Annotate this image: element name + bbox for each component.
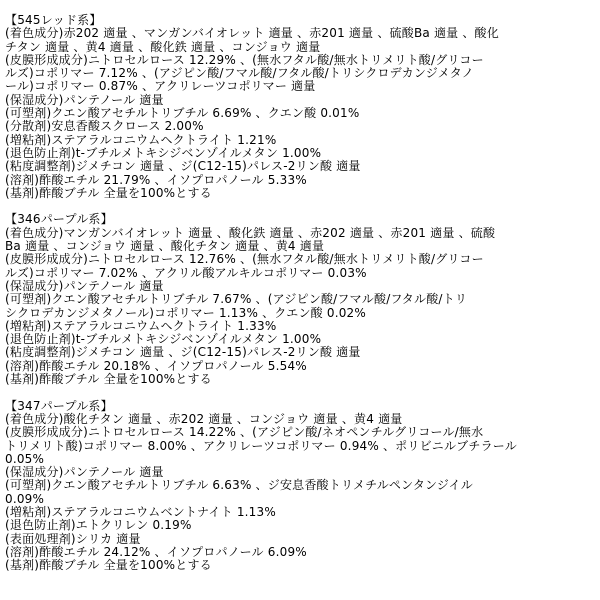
product-title: 【545レッド系】 (5, 13, 102, 27)
ingredient-line: (粘度調整剤)ジメチコン 適量 、ジ(C12-15)パレス-2リン酸 適量 (5, 345, 361, 360)
ingredient-line: チタン 適量 、黄4 適量 、酸化鉄 適量 、コンジョウ 適量 (5, 39, 321, 54)
ingredient-line: (着色成分)赤202 適量 、マンガンバイオレット 適量 、赤201 適量 、硫酸Ba 適量 、酸化 (5, 26, 499, 41)
ingredient-line: (基剤)酢酸ブチル 全量を100%とする (5, 185, 212, 200)
ingredient-line: ルズ)コポリマー 7.12% 、(アジピン酸/フマル酸/フタル酸/トリシクロデカンジメタノ (5, 66, 474, 81)
ingredient-line: (退色防止剤)t-ブチルメトキシジベンゾイルメタン 1.00% (5, 145, 322, 160)
ingredient-line: (皮膜形成成分)ニトロセルロース 12.76% 、(無水フタル酸/無水トリメリト酸/グリコー (5, 252, 484, 267)
ingredient-line: Ba 適量 、コンジョウ 適量 、酸化チタン 適量 、黄4 適量 (5, 239, 325, 254)
ingredient-line: (皮膜形成成分)ニトロセルロース 14.22% 、(アジピン酸/ネオペンチルグリコール/無水 (5, 425, 484, 440)
ingredient-line: (溶剤)酢酸エチル 20.18% 、イソプロパノール 5.54% (5, 358, 307, 373)
ingredient-line: (粘度調整剤)ジメチコン 適量 、ジ(C12-15)パレス-2リン酸 適量 (5, 159, 361, 174)
ingredient-line: (基剤)酢酸ブチル 全量を100%とする (5, 372, 212, 387)
ingredient-line: (可塑剤)クエン酸アセチルトリブチル 6.69% 、クエン酸 0.01% (5, 106, 360, 121)
ingredient-line: (基剤)酢酸ブチル 全量を100%とする (5, 558, 212, 573)
ingredient-line: (増粘剤)ステアラルコニウムヘクトライト 1.33% (5, 318, 277, 333)
ingredient-line: (表面処理剤)シリカ 適量 (5, 531, 141, 546)
ingredient-line: (溶剤)酢酸エチル 21.79% 、イソプロパノール 5.33% (5, 172, 307, 187)
product-section (5, 213, 598, 386)
ingredient-line: (増粘剤)ステアラルコニウムヘクトライト 1.21% (5, 132, 277, 147)
ingredient-line: (保湿成分)パンテノール 適量 (5, 465, 164, 480)
ingredient-line: (保湿成分)パンテノール 適量 (5, 92, 164, 107)
ingredient-line: 0.05% (5, 451, 45, 466)
ingredient-line: トリメリト酸)コポリマー 8.00% 、アクリレーツコポリマー 0.94% 、ポリビニルブチラール (5, 438, 517, 453)
ingredient-line: ルズ)コポリマー 7.02% 、アクリル酸アルキルコポリマー 0.03% (5, 265, 367, 280)
ingredient-line: (着色成分)マンガンバイオレット 適量 、酸化鉄 適量 、赤202 適量 、赤201 適量 、硫酸 (5, 225, 496, 240)
product-section (5, 14, 598, 200)
product-section (5, 400, 598, 573)
ingredient-line: (退色防止剤)エトクリレン 0.19% (5, 518, 192, 533)
ingredient-line: (可塑剤)クエン酸アセチルトリブチル 6.63% 、ジ安息香酸トリメチルペンタンジイル (5, 478, 473, 493)
ingredient-line: (着色成分)酸化チタン 適量 、赤202 適量 、コンジョウ 適量 、黄4 適量 (5, 411, 403, 426)
ingredient-line: シクロデカンジメタノール)コポリマー 1.13% 、クエン酸 0.02% (5, 305, 366, 320)
ingredient-line: (分散剤)安息香酸スクロース 2.00% (5, 119, 204, 134)
ingredient-line: 0.09% (5, 491, 45, 506)
ingredient-line: (増粘剤)ステアラルコニウムベントナイト 1.13% (5, 504, 276, 519)
ingredient-line: ール)コポリマー 0.87% 、アクリレーツコポリマー 適量 (5, 79, 316, 94)
ingredient-line: (可塑剤)クエン酸アセチルトリブチル 7.67% 、(アジピン酸/フマル酸/フタル酸/トリ (5, 292, 468, 307)
ingredient-line: (皮膜形成成分)ニトロセルロース 12.29% 、(無水フタル酸/無水トリメリト酸/グリコー (5, 52, 484, 67)
product-title: 【346パープル系】 (5, 212, 113, 227)
ingredient-line: (保湿成分)パンテノール 適量 (5, 278, 164, 293)
ingredient-line: (退色防止剤)t-ブチルメトキシジベンゾイルメタン 1.00% (5, 332, 322, 347)
ingredient-line: (溶剤)酢酸エチル 24.12% 、イソプロパノール 6.09% (5, 544, 307, 559)
product-title: 【347パープル系】 (5, 398, 113, 413)
